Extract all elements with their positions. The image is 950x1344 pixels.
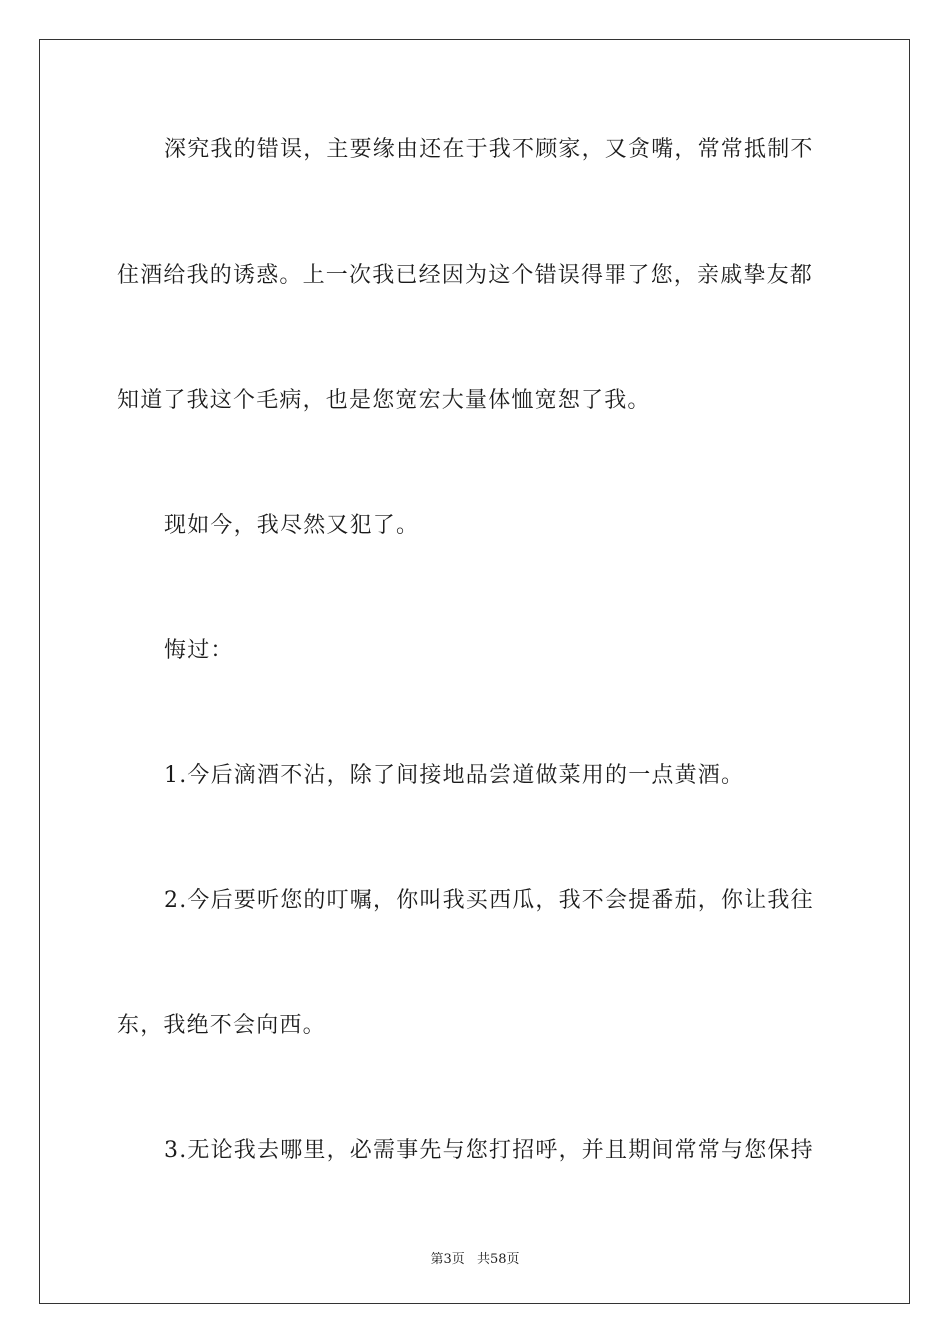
paragraph-line-7: 2.今后要听您的叮嘱，你叫我买西瓜，我不会提番茄，你让我往 <box>164 888 814 913</box>
current-page: 第3页 <box>430 1252 465 1267</box>
paragraph-line-3: 知道了我这个毛病，也是您宽宏大量体恤宽恕了我。 <box>117 388 651 413</box>
paragraph-line-5: 悔过： <box>164 638 234 663</box>
paragraph-line-6: 1.今后滴酒不沾，除了间接地品尝道做菜用的一点黄酒。 <box>164 763 745 788</box>
paragraph-line-4: 现如今，我尽然又犯了。 <box>164 513 420 538</box>
page-footer <box>0 1248 950 1267</box>
paragraph-line-8: 东，我绝不会向西。 <box>117 1013 326 1038</box>
paragraph-line-9: 3.无论我去哪里，必需事先与您打招呼，并且期间常常与您保持 <box>164 1138 814 1163</box>
paragraph-line-1: 深究我的错误，主要缘由还在于我不顾家，又贪嘴，常常抵制不 <box>164 137 814 162</box>
paragraph-line-2: 住酒给我的诱惑。上一次我已经因为这个错误得罪了您，亲戚挚友都 <box>117 263 814 288</box>
total-pages: 共58页 <box>476 1252 520 1267</box>
page-border <box>39 39 910 1304</box>
